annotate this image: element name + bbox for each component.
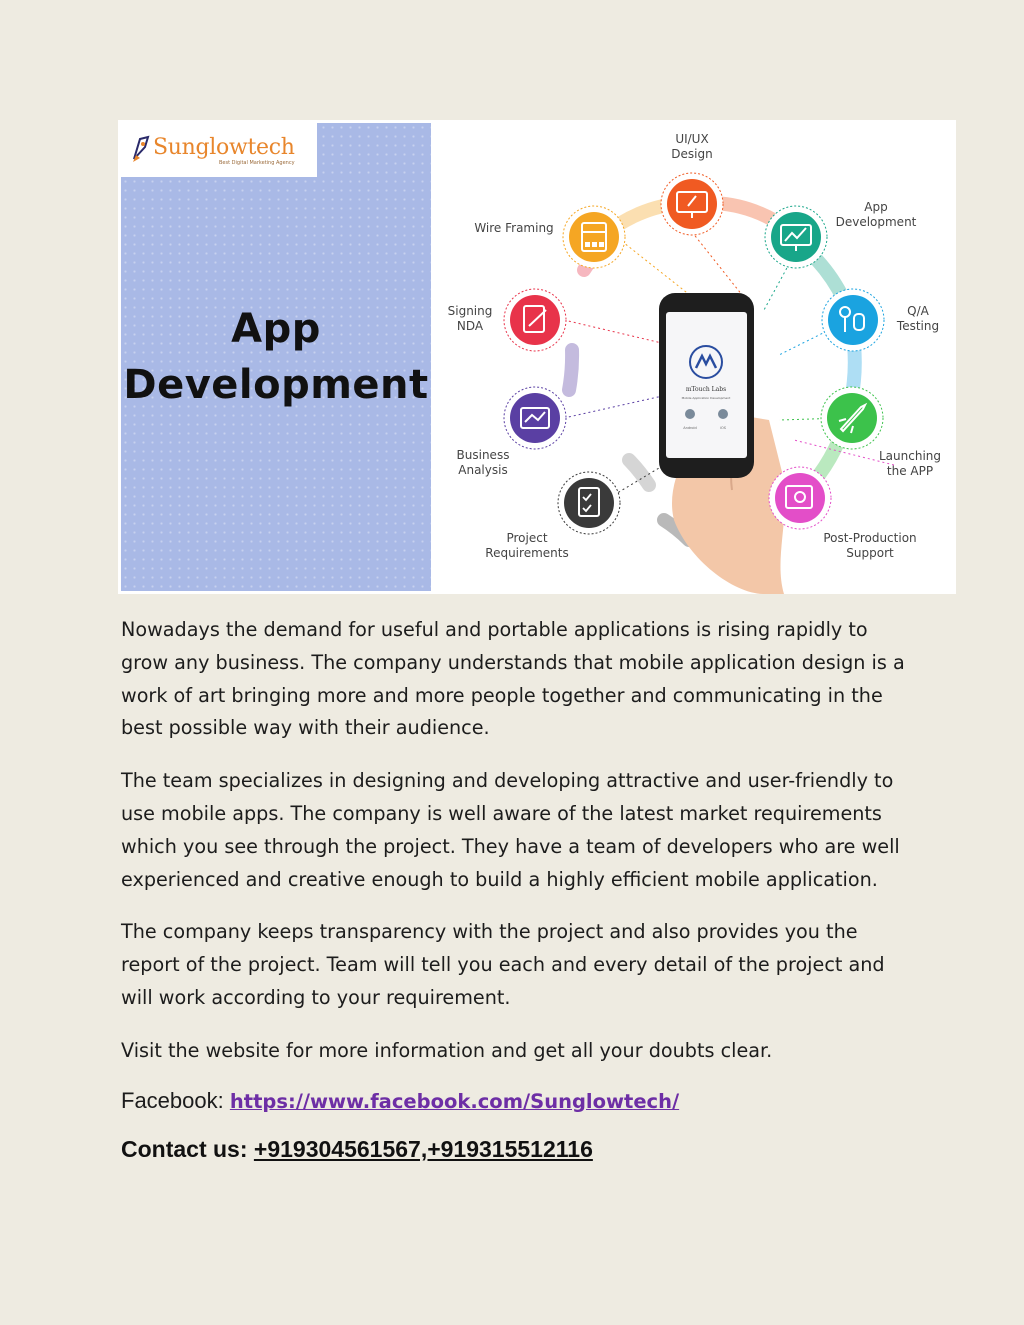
step-qa-testing (822, 289, 884, 351)
step-project-requirements (558, 472, 620, 534)
contact-phones-link[interactable]: +919304561567,+919315512116 (253, 1135, 593, 1162)
brand-logo (121, 123, 317, 177)
label-app-development: App Development (835, 200, 917, 229)
android-icon (685, 409, 695, 419)
process-diagram (434, 120, 956, 594)
ios-label: iOS (720, 426, 726, 430)
paragraph-1: Nowadays the demand for useful and portable applications is rising rapidly to grow any business. The company understands that mobile application design is a work of art bringing more and more people together and communicating in the best possible way with their audience. (121, 618, 905, 740)
phone-brand: mTouch Labs (685, 386, 727, 393)
rocket-logo-icon (131, 135, 153, 163)
article-body (121, 614, 911, 1163)
label-business-analysis: Business Analysis (456, 448, 510, 477)
facebook-link[interactable]: https://www.facebook.com/Sunglowtech/ (229, 1089, 680, 1113)
banner-left-panel (121, 123, 431, 591)
phone-screen (666, 312, 747, 458)
process-diagram-graphics (434, 120, 956, 594)
paragraph-3: The company keeps transparency with the project and also provides you the report of the project. Team will tell you each and every detail of the project and will work according to your requirement. (121, 920, 885, 1009)
facebook-line (121, 1088, 911, 1114)
brand-tagline: Best Digital Marketing Agency (219, 160, 295, 166)
label-ui-ux-design: UI/UX Design (671, 132, 713, 161)
paragraph-2: The team specializes in designing and developing attractive and user-friendly to use mobile apps. The company is well aware of the latest market requirements which you see through the project. They have a team of developers who are well experienced and creative enough to build a highly efficient mobile application. (121, 769, 900, 891)
paragraph-4: Visit the website for more information and get all your doubts clear. (121, 1038, 773, 1062)
step-signing-nda (504, 289, 566, 351)
label-launching-the-app: Launching the APP (878, 449, 941, 478)
step-ui-ux-design (661, 173, 723, 235)
app-development-banner (118, 120, 956, 594)
label-qa-testing: Q/A Testing (896, 304, 940, 333)
headline-line-2: Development (123, 362, 429, 408)
headline-line-1: App (231, 306, 321, 352)
label-post-production-support: Post-Production Support (823, 531, 917, 560)
brand-name: Sunglowtech (153, 135, 295, 160)
phone-subtitle: Mobile Application Development (681, 396, 731, 400)
contact-label: Contact us: (121, 1135, 248, 1162)
contact-line (121, 1136, 911, 1163)
step-post-production-support (769, 467, 831, 529)
apple-icon (718, 409, 728, 419)
step-business-analysis (504, 387, 566, 449)
step-app-development (765, 206, 827, 268)
label-signing-nda: Signing NDA (447, 304, 493, 333)
facebook-label: Facebook: (121, 1087, 224, 1113)
step-wire-framing (563, 206, 625, 268)
step-launching-the-app (821, 387, 883, 449)
android-label: Android (683, 426, 697, 430)
label-project-requirements: Project Requirements (485, 531, 569, 560)
label-wire-framing: Wire Framing (474, 221, 554, 235)
